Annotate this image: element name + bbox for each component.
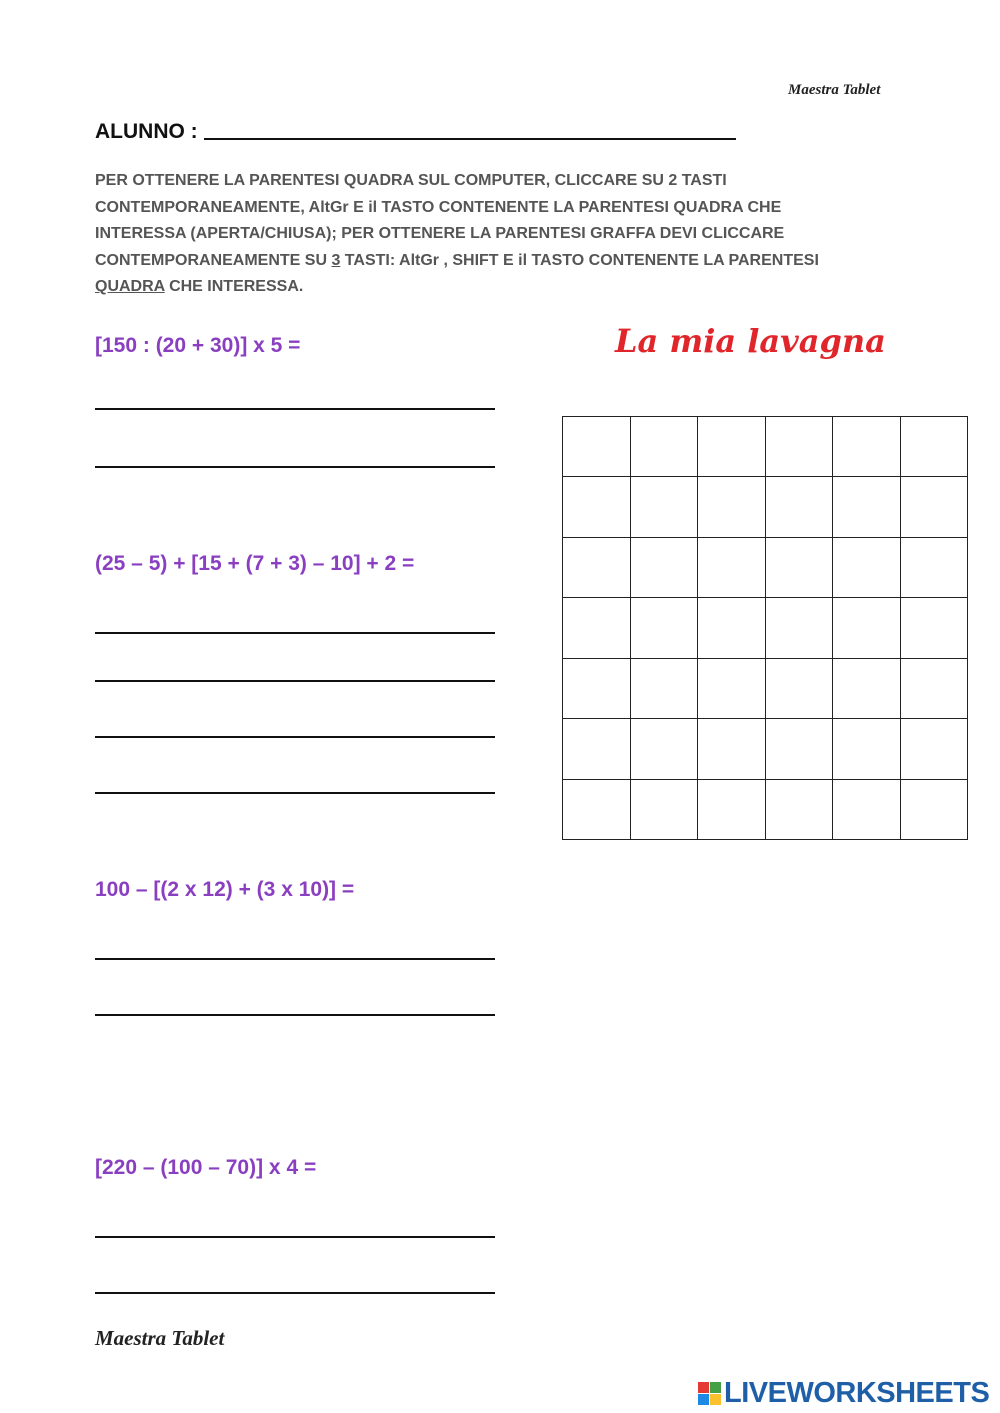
student-name-field[interactable]: [204, 138, 736, 140]
board-cell[interactable]: [766, 780, 834, 840]
board-cell[interactable]: [698, 780, 766, 840]
logo-square: [710, 1382, 721, 1393]
board-cell[interactable]: [833, 780, 901, 840]
exercise-2-answer-line-4[interactable]: [95, 792, 495, 794]
exercise-4-answer-line-1[interactable]: [95, 1236, 495, 1238]
instructions-text: CHE INTERESSA.: [164, 278, 304, 295]
exercise-2-expression: (25 – 5) + [15 + (7 + 3) – 10] + 2 =: [95, 552, 415, 575]
instructions-text: TASTI: AltGr , SHIFT E il TASTO CONTENENTE LA PARENTESI: [340, 251, 819, 269]
board-cell[interactable]: [698, 659, 766, 719]
instructions-line-3: INTERESSA (APERTA/CHIUSA); PER OTTENERE LA PARENTESI GRAFFA DEVI CLICCARE: [95, 225, 785, 242]
board-cell[interactable]: [766, 598, 834, 658]
logo-square: [698, 1394, 709, 1405]
board-cell[interactable]: [631, 598, 699, 658]
board-cell[interactable]: [631, 780, 699, 840]
board-cell[interactable]: [631, 417, 699, 477]
board-cell[interactable]: [563, 538, 631, 598]
board-cell[interactable]: [901, 538, 969, 598]
board-cell[interactable]: [698, 538, 766, 598]
board-cell[interactable]: [631, 477, 699, 537]
exercise-1-expression: [150 : (20 + 30)] x 5 =: [95, 334, 301, 357]
exercise-2-answer-line-3[interactable]: [95, 736, 495, 738]
board-cell[interactable]: [833, 477, 901, 537]
instructions-line-4: [95, 248, 875, 275]
board-cell[interactable]: [833, 659, 901, 719]
instructions-underlined: QUADRA: [95, 278, 165, 295]
exercise-1-answer-line-1[interactable]: [95, 408, 495, 410]
board-cell[interactable]: [833, 598, 901, 658]
instructions-text: CONTEMPORANEAMENTE SU: [95, 251, 332, 269]
instructions: [95, 168, 875, 301]
board-cell[interactable]: [766, 477, 834, 537]
board-cell[interactable]: [901, 417, 969, 477]
board-cell[interactable]: [833, 538, 901, 598]
exercise-2-answer-line-1[interactable]: [95, 632, 495, 634]
board-cell[interactable]: [901, 659, 969, 719]
liveworksheets-icon: [698, 1382, 721, 1405]
exercise-1-answer-line-2[interactable]: [95, 466, 495, 468]
board-cell[interactable]: [698, 417, 766, 477]
board-cell[interactable]: [563, 477, 631, 537]
board-cell[interactable]: [901, 719, 969, 779]
exercise-3-answer-line-2[interactable]: [95, 1014, 495, 1016]
board-cell[interactable]: [631, 719, 699, 779]
board-cell[interactable]: [698, 598, 766, 658]
brand-footer: Maestra Tablet: [95, 1326, 225, 1350]
board-cell[interactable]: [901, 598, 969, 658]
board-title: La mia lavagna: [615, 322, 886, 360]
board-cell[interactable]: [766, 538, 834, 598]
exercise-2-answer-line-2[interactable]: [95, 680, 495, 682]
board-grid: [562, 416, 968, 840]
logo-square: [710, 1394, 721, 1405]
student-name-row: [95, 120, 736, 144]
board-cell[interactable]: [766, 719, 834, 779]
board-cell[interactable]: [563, 780, 631, 840]
board-cell[interactable]: [563, 417, 631, 477]
board-cell[interactable]: [766, 417, 834, 477]
board-cell[interactable]: [631, 538, 699, 598]
board-cell[interactable]: [698, 719, 766, 779]
exercise-3-expression: 100 – [(2 x 12) + (3 x 10)] =: [95, 878, 355, 901]
board-cell[interactable]: [901, 780, 969, 840]
board-cell[interactable]: [563, 598, 631, 658]
instructions-line-2: CONTEMPORANEAMENTE, AltGr E il TASTO CONTENENTE LA PARENTESI QUADRA CHE: [95, 198, 782, 216]
instructions-line-5: [95, 274, 875, 301]
brand-header: Maestra Tablet: [788, 82, 881, 98]
student-label: ALUNNO :: [95, 120, 198, 143]
instructions-line-1: PER OTTENERE LA PARENTESI QUADRA SUL COMPUTER, CLICCARE SU 2 TASTI: [95, 172, 727, 189]
board-cell[interactable]: [698, 477, 766, 537]
board-cell[interactable]: [563, 719, 631, 779]
instructions-underlined: 3: [331, 251, 341, 269]
exercise-4-answer-line-2[interactable]: [95, 1292, 495, 1294]
liveworksheets-logo: [698, 1377, 989, 1410]
exercise-3-answer-line-1[interactable]: [95, 958, 495, 960]
logo-square: [698, 1382, 709, 1393]
board-cell[interactable]: [833, 719, 901, 779]
board-cell[interactable]: [563, 659, 631, 719]
board-cell[interactable]: [766, 659, 834, 719]
board-cell[interactable]: [833, 417, 901, 477]
board-cell[interactable]: [901, 477, 969, 537]
liveworksheets-wordmark: LIVEWORKSHEETS: [724, 1377, 990, 1409]
board-cell[interactable]: [631, 659, 699, 719]
exercise-4-expression: [220 – (100 – 70)] x 4 =: [95, 1156, 317, 1179]
